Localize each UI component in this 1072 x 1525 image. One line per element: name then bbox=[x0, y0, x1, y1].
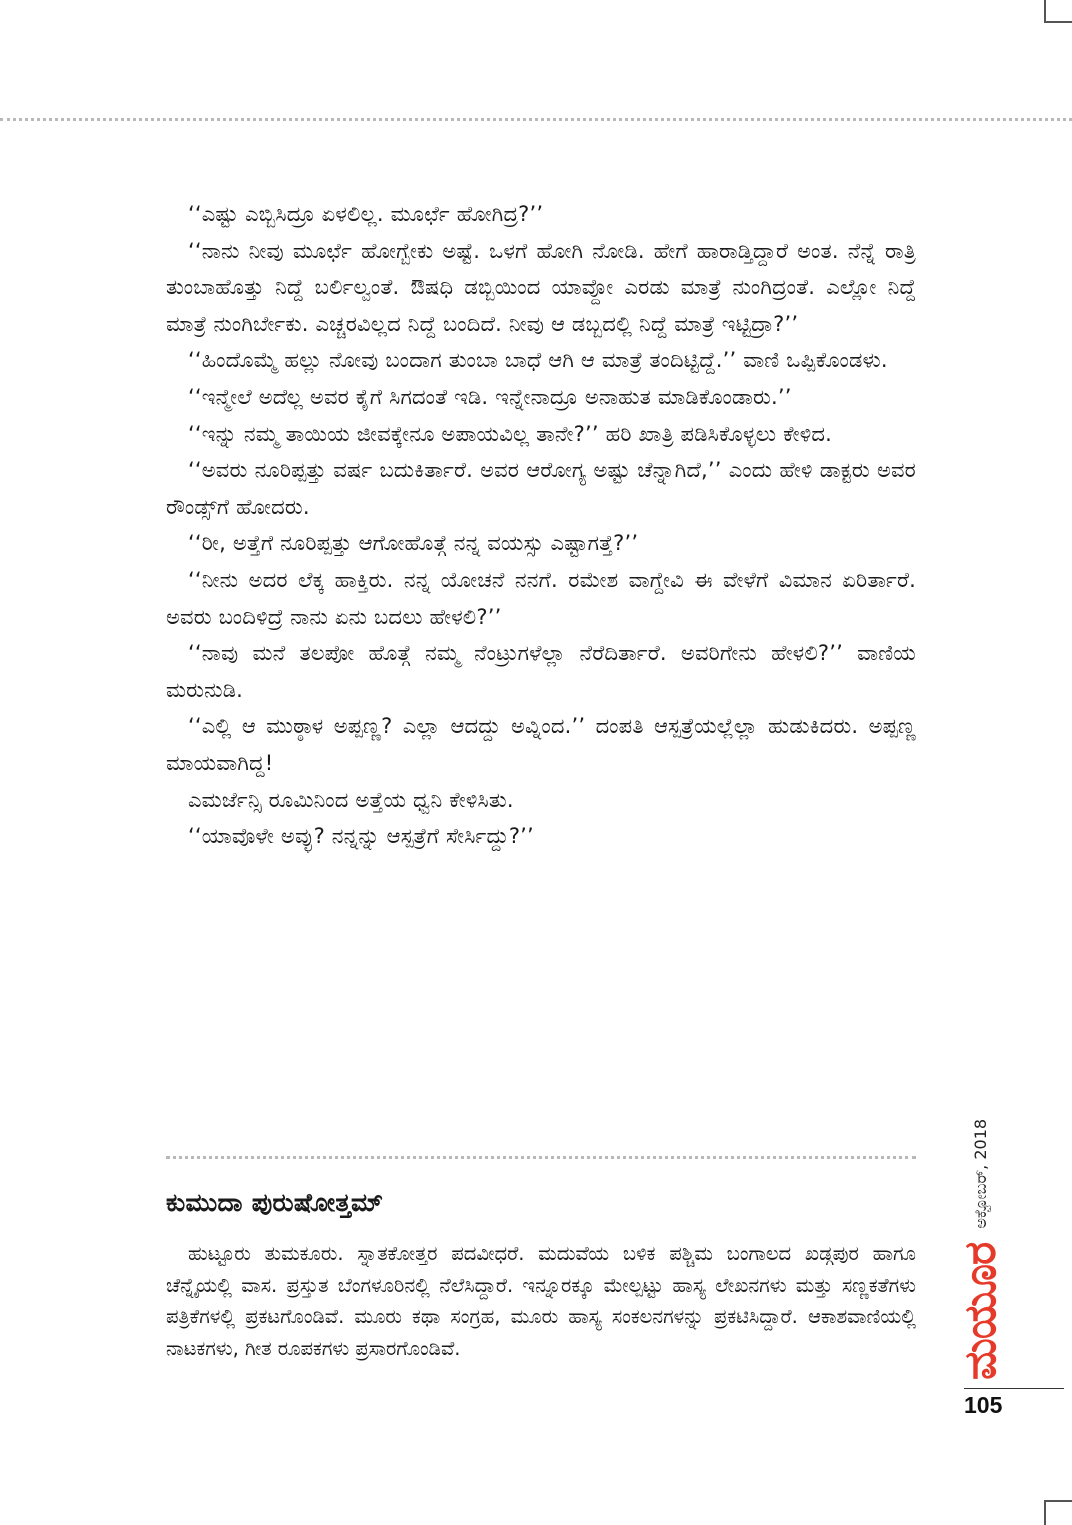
top-dotted-rule bbox=[0, 118, 1072, 121]
story-paragraph: ‘‘ಇನ್ಮೇಲೆ ಅದೆಲ್ಲ ಅವರ ಕೈಗೆ ಸಿಗದಂತೆ ಇಡಿ. ಇನ್ನೇನಾದ್ರೂ ಅನಾಹುತ ಮಾಡಿಕೊಂಡಾರು.’’ bbox=[188, 384, 792, 409]
crop-mark-bottom-horizontal bbox=[1044, 1500, 1072, 1502]
story-paragraph: ‘‘ನಾವು ಮನೆ ತಲಪೋ ಹೊತ್ಗೆ ನಮ್ಮ ನೆಂಟ್ರುಗಳೆಲ್ಲಾ ನೆರೆದಿರ್ತಾರೆ. ಅವರಿಗೇನು ಹೇಳಲಿ?’’ ವಾಣಿಯ ಮರುನುಡಿ. bbox=[166, 641, 916, 702]
story-paragraph: ‘‘ಇನ್ನು ನಮ್ಮ ತಾಯಿಯ ಜೀವಕ್ಕೇನೂ ಅಪಾಯವಿಲ್ಲ ತಾನೇ?’’ ಹರಿ ಖಾತ್ರಿ ಪಡಿಸಿಕೊಳ್ಳಲು ಕೇಳಿದ. bbox=[188, 421, 832, 446]
crop-mark-bottom-vertical bbox=[1044, 1500, 1046, 1525]
page-number: 105 bbox=[964, 1392, 1003, 1418]
issue-date: ಅಕ್ಟೋಬರ್, 2018 bbox=[970, 1118, 990, 1229]
magazine-name: ಮಯೂರ bbox=[955, 1242, 1006, 1380]
bio-dotted-rule bbox=[166, 1156, 916, 1159]
page-number-rule bbox=[964, 1388, 1064, 1389]
story-paragraph: ‘‘ನೀನು ಅದರ ಲೆಕ್ಕ ಹಾಕ್ತಿರು. ನನ್ನ ಯೋಚನೆ ನನಗೆ. ರಮೇಶ ವಾಗ್ದೇವಿ ಈ ವೇಳೆಗೆ ವಿಮಾನ ಏರಿರ್ತಾರೆ. ಅವರು ಬಂದಿಳಿದ್ರೆ ನಾನು ಏನು ಬದಲು ಹೇಳಲಿ?’’ bbox=[166, 567, 916, 629]
crop-mark-top-vertical bbox=[1044, 0, 1046, 22]
story-paragraph: ‘‘ಅವರು ನೂರಿಪ್ಪತ್ತು ವರ್ಷ ಬದುಕಿರ್ತಾರೆ. ಅವರ ಆರೋಗ್ಯ ಅಷ್ಟು ಚೆನ್ನಾಗಿದೆ,’’ ಎಂದು ಹೇಳಿ ಡಾಕ್ಟರು ಅವರ ರೌಂಡ್ಸ್‌ಗೆ ಹೋದರು. bbox=[166, 458, 916, 519]
story-paragraph: ಎಮರ್ಜೆನ್ಸಿ ರೂಮಿನಿಂದ ಅತ್ತೆಯ ಧ್ವನಿ ಕೇಳಿಸಿತು. bbox=[188, 787, 514, 812]
magazine-sidebar-label bbox=[955, 1119, 1006, 1380]
story-paragraph: ‘‘ನಾನು ನೀವು ಮೂರ್ಛೆ ಹೋಗ್ಬೇಕು ಅಷ್ಟೆ. ಒಳಗೆ ಹೋಗಿ ನೋಡಿ. ಹೇಗೆ ಹಾರಾಡ್ತಿದ್ದಾರೆ ಅಂತ. ನೆನ್ನೆ ರಾತ್ರಿ ತುಂಬಾಹೊತ್ತು ನಿದ್ದೆ ಬರ್ಲಿಲ್ವಂತೆ. ಔಷಧಿ ಡಬ್ಬಿಯಿಂದ ಯಾವ್ದೋ ಎರಡು ಮಾತ್ರೆ ನುಂಗಿದ್ರಂತೆ. ಎಲ್ಲೋ ನಿದ್ದೆ ಮಾತ್ರೆ ನುಂಗಿರ್ಬೇಕು. ಎಚ್ಚರವಿಲ್ಲದ ನಿದ್ದೆ ಬಂದಿದೆ. ನೀವು ಆ ಡಬ್ಬದಲ್ಲಿ ನಿದ್ದೆ ಮಾತ್ರೆ ಇಟ್ಟಿದ್ರಾ?’’ bbox=[166, 238, 916, 336]
story-text bbox=[166, 196, 916, 855]
story-paragraph: ‘‘ಹಿಂದೊಮ್ಮೆ ಹಲ್ಲು ನೋವು ಬಂದಾಗ ತುಂಬಾ ಬಾಧೆ ಆಗಿ ಆ ಮಾತ್ರೆ ತಂದಿಟ್ಟಿದ್ದೆ.’’ ವಾಣಿ ಒಪ್ಪಿಕೊಂಡಳು. bbox=[188, 348, 888, 373]
crop-mark-top-horizontal bbox=[1044, 21, 1072, 23]
author-bio bbox=[166, 1238, 916, 1364]
author-name: ಕುಮುದಾ ಪುರುಷೋತ್ತಮ್ bbox=[166, 1188, 384, 1217]
story-paragraph: ‘‘ಎಲ್ಲಿ ಆ ಮುಠ್ಠಾಳ ಅಪ್ಪಣ್ಣ? ಎಲ್ಲಾ ಆದದ್ದು ಅವ್ನಿಂದ.’’ ದಂಪತಿ ಆಸ್ಪತ್ರೆಯಲ್ಲೆಲ್ಲಾ ಹುಡುಕಿದರು. ಅಪ್ಪಣ್ಣ ಮಾಯವಾಗಿದ್ದ! bbox=[166, 714, 916, 775]
story-paragraph: ‘‘ಯಾವೊಳೇ ಅವ್ಳು? ನನ್ನನ್ನು ಆಸ್ಪತ್ರೆಗೆ ಸೇರ್ಸಿದ್ದು?’’ bbox=[188, 824, 534, 849]
story-paragraph: ‘‘ರೀ, ಅತ್ತೆಗೆ ನೂರಿಪ್ಪತ್ತು ಆಗೋಹೊತ್ಗೆ ನನ್ನ ವಯಸ್ಸು ಎಷ್ಟಾಗತ್ತೆ?’’ bbox=[188, 531, 639, 556]
author-bio-text: ಹುಟ್ಟೂರು ತುಮಕೂರು. ಸ್ನಾತಕೋತ್ತರ ಪದವೀಧರೆ. ಮದುವೆಯ ಬಳಿಕ ಪಶ್ಚಿಮ ಬಂಗಾಲದ ಖಡ್ಗಪುರ ಹಾಗೂ ಚೆನ್ನೈಯಲ್ಲಿ ವಾಸ. ಪ್ರಸ್ತುತ ಬೆಂಗಳೂರಿನಲ್ಲಿ ನೆಲೆಸಿದ್ದಾರೆ. ಇನ್ನೂರಕ್ಕೂ ಮೇಲ್ಪಟ್ಟು ಹಾಸ್ಯ ಲೇಖನಗಳು ಮತ್ತು ಸಣ್ಣಕತೆಗಳು ಪತ್ರಿಕೆಗಳಲ್ಲಿ ಪ್ರಕಟಗೊಂಡಿವೆ. ಮೂರು ಕಥಾ ಸಂಗ್ರಹ, ಮೂರು ಹಾಸ್ಯ ಸಂಕಲನಗಳನ್ನು ಪ್ರಕಟಿಸಿದ್ದಾರೆ. ಆಕಾಶವಾಣಿಯಲ್ಲಿ ನಾಟಕಗಳು, ಗೀತ ರೂಪಕಗಳು ಪ್ರಸಾರಗೊಂಡಿವೆ. bbox=[166, 1242, 916, 1360]
story-paragraph: ‘‘ಎಷ್ಟು ಎಬ್ಬಿಸಿದ್ರೂ ಏಳಲಿಲ್ಲ. ಮೂರ್ಛೆ ಹೋಗಿದ್ರ?’’ bbox=[188, 202, 544, 226]
